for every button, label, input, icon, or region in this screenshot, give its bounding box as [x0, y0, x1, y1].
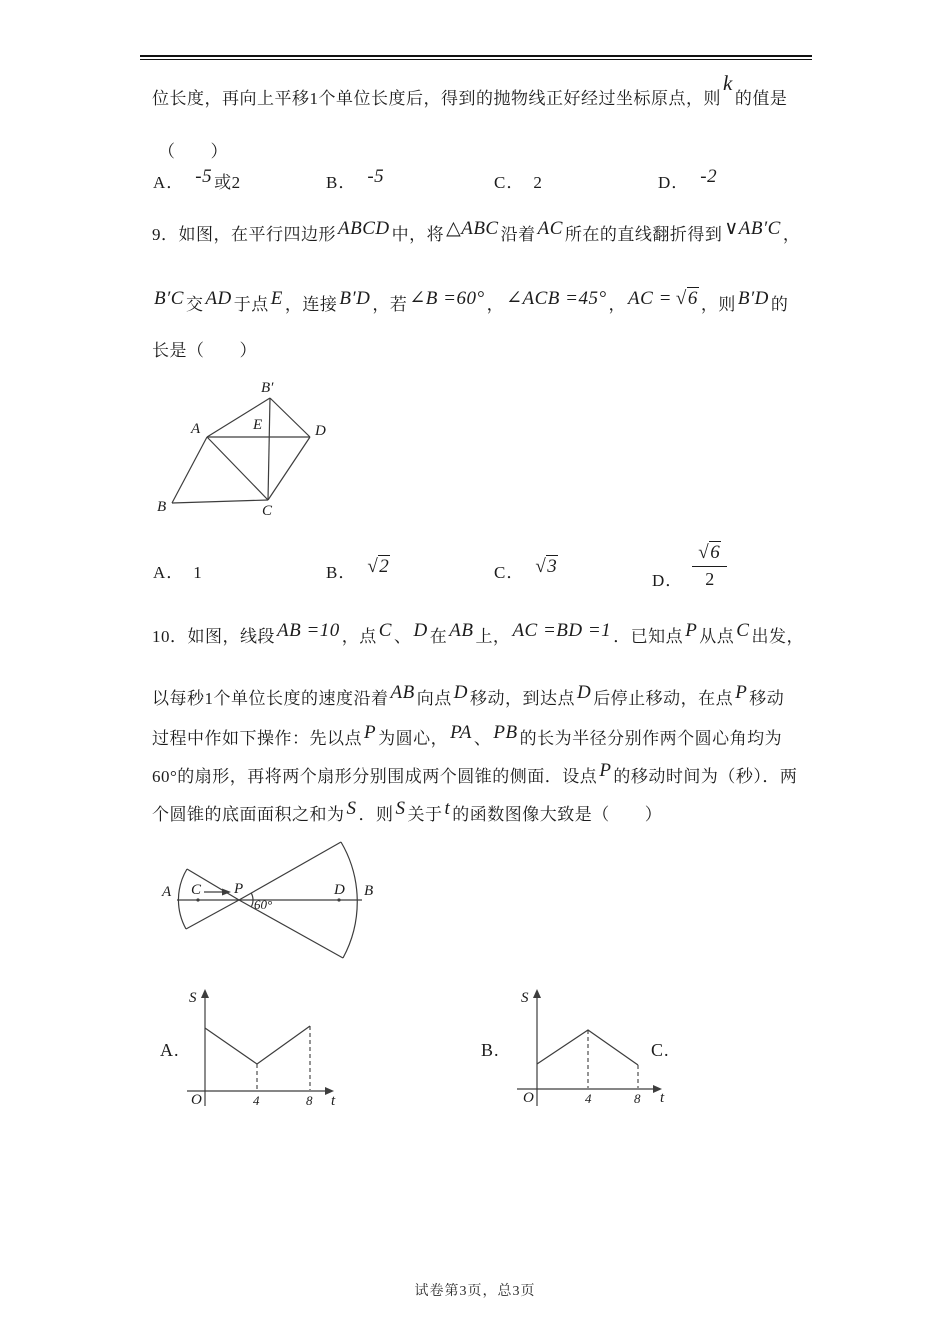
graph-a-origin: O: [191, 1092, 202, 1108]
q9-option-c: C． √3: [494, 556, 558, 582]
graph-c-label: C.: [651, 1040, 670, 1060]
q10-text-line-2: 以每秒1个单位长度的速度沿着 AB 向点 D 移动，到达点 D 后停止移动，在点 P 移动: [152, 682, 785, 708]
graph-a-curve: [205, 1026, 310, 1064]
graph-b-origin: O: [523, 1090, 534, 1106]
graph-a: [185, 988, 345, 1113]
graph-b-xlabel: t: [660, 1090, 665, 1106]
q9-option-b: B． √2: [326, 556, 390, 582]
q10-label-b: B: [364, 883, 374, 899]
graph-b-tick-4: 4: [585, 1091, 592, 1106]
graph-a-label: A.: [160, 1040, 180, 1060]
q8-option-a: A． -5 或2: [153, 166, 241, 192]
q10-text-line-5: 个圆锥的底面面积之和为 S ．则 S 关于 t 的函数图像大致是（ ）: [152, 798, 663, 824]
q10-label-c: C: [191, 882, 202, 898]
q10-text-line-1: 10．如图，线段 AB =10 ，点 C 、 D 在 AB 上， AC =BD =1 ．已知点 P 从点 C 出发，: [152, 620, 804, 646]
q8-option-d: D． -2: [658, 166, 718, 192]
q9-text-line-2: B′C 交 AD 于点 E ，连接 B′D ，若 ∠B =60° ， ∠ACB =45° ， AC = √6 ，则 B′D 的: [154, 288, 789, 314]
graph-a-xlabel: t: [331, 1093, 336, 1109]
header-rule: [140, 55, 812, 60]
graph-b-ylabel: S: [521, 990, 529, 1006]
q10-label-angle: 60°: [254, 897, 273, 912]
q9-label-d: D: [315, 423, 326, 439]
q9-option-d: D． $\frac{√6}{2}$: [652, 558, 727, 606]
q8-text-line: 位长度，再向上平移1个单位长度后，得到的抛物线正好经过坐标原点，则k的值是: [152, 71, 788, 108]
q9-label-b: B: [157, 499, 167, 515]
q9-text-line-1: 9．如图，在平行四边形 ABCD 中，将 △ABC 沿着 AC 所在的直线翻折得到 ∨AB′C ，: [152, 218, 801, 244]
axis-arrow-up-icon: [201, 989, 209, 998]
q9-parallelogram-figure: [145, 378, 350, 520]
q10-fan-figure: [158, 833, 378, 971]
q9-label-e: E: [253, 417, 263, 433]
page-footer: 试卷第3页，总3页: [414, 1284, 536, 1299]
q9-label-b-prime: B′: [261, 380, 274, 396]
q8-answer-parens: （ ）: [158, 142, 228, 161]
graph-b-label: B.: [481, 1040, 500, 1060]
q9-option-d-fraction: $\frac{√6}{2}$: [692, 542, 727, 590]
graph-b-tick-8: 8: [634, 1091, 641, 1106]
q8-option-c: C． 2: [494, 173, 543, 192]
q8-option-b: B． -5: [326, 166, 385, 192]
q10-label-d: D: [334, 882, 345, 898]
q9-figure-lines: [172, 398, 310, 503]
axis-arrow-up-icon: [533, 989, 541, 998]
q10-text-line-4: 60°的扇形，再将两个扇形分别围成两个圆锥的侧面．设点 P 的移动时间为（秒）．两: [152, 760, 798, 786]
q10-label-p: P: [234, 881, 244, 897]
q9-label-c: C: [262, 503, 273, 519]
q10-text-line-3: 过程中作如下操作：先以点 P 为圆心， PA 、 PB 的长为半径分别作两个圆心角均为: [152, 722, 783, 748]
q10-label-a: A: [162, 884, 172, 900]
q9-label-a: A: [191, 421, 201, 437]
q9-option-a: A． 1: [153, 563, 203, 582]
graph-a-ylabel: S: [189, 990, 197, 1006]
graph-a-tick-8: 8: [306, 1093, 313, 1108]
graph-a-tick-4: 4: [253, 1093, 260, 1108]
q9-text-line-3: 长是（ ）: [152, 341, 257, 360]
